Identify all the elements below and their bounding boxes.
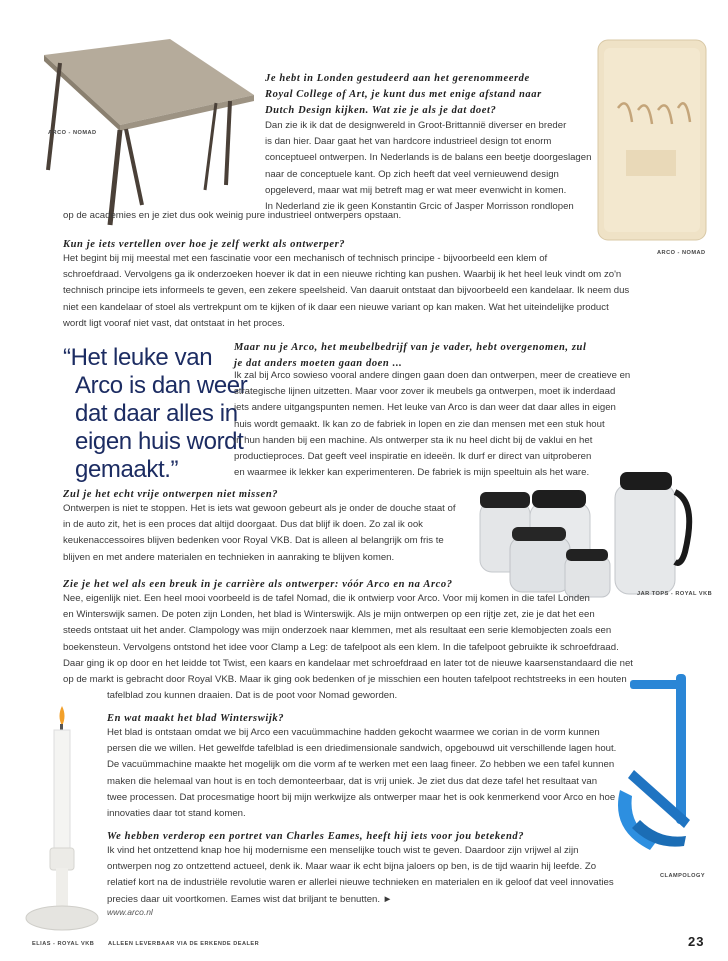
footer-note: ALLEEN LEVERBAAR VIA DE ERKENDE DEALER: [108, 941, 260, 947]
pull-quote: “Het leuke van Arco is dan weer dat daar alles in eigen huis wordt gemaakt.”: [63, 344, 248, 483]
answer-1-continued: op de academies en je ziet dus ook weinig pure industrieel ontwerpers opstaan.: [63, 210, 402, 221]
answer-7: Ik vind het ontzettend knap hoe hij modernisme een menselijke touch wist te geven. Daardoor zijn vrijwel al zijn ontwerpen nog zo ontzettend actueel, denk ik. Maar waar ik echt bijna jaloers op ben, is de tijd waarin hij leefde. Zo relatief kort na de industriële revolutie waren er allerlei nieuwe technieken en materialen en ik geloof dat veel innovaties precies daar uit voortkomen. Eames wist dat briljant te benutten. ►: [107, 845, 614, 905]
question-6: En wat maakt het blad Winterswijk?: [107, 713, 285, 724]
answer-5-continued: tafelblad zou kunnen draaien. Dat is de poot voor Nomad geworden.: [107, 690, 398, 701]
answer-1: Dan zie ik ik dat de designwereld in Groot-Brittannië diverser en breder is dan hier. Daar gaat het van hardcore industrieel design tot enorm conceptueel ontwerpen. In Nederlands is de balans een beetje doorgeslagen naar de conceptuele kant. Op zich heeft dat veel vernieuwend design opgeleverd, maar wat mij betreft mag er wat meer evenwicht in komen. In Nederland zie ik geen Konstantin Grcic of Jasper Morrisson rondlopen: [265, 120, 592, 213]
caption-board: ARCO - NOMAD: [657, 250, 706, 256]
question-3: Maar nu je Arco, het meubelbedrijf van je vader, hebt overgenomen, zul je dat anders moeten gaan doen ...: [234, 342, 587, 369]
answer-5: Nee, eigenlijk niet. Een heel mooi voorbeeld is de tafel Nomad, die ik ontwierp voor Arco. Voor mij komen in die tafel Londen en Winterswijk samen. De poten zijn Londen, het blad is Winterswijk. Als je mijn ontwerpen op een rijtje zet, zie je dat het een steeds ontstaat uit het ander. Clampology was mijn onderzoek naar klemmen, met als resultaat een serie klemobjecten zoals een boekensteun. Vervolgens ontstond het idee voor Clamp a Leg: de tafelpoot als een klem. In die tafelpoot gebruikte ik schroefdraad. Daar ging ik op door en het leidde tot Twist, een kaars en kandelaar met schroefdraad en later tot de nieuwe kaarsenstandaard die net op de markt is gebracht door Royal VKB. Maar ik ging ook bedenken of je misschien een houten tafelpoot rechtstreeks in een houten: [63, 593, 633, 686]
caption-table: ARCO - NOMAD: [48, 130, 97, 136]
caption-jars: JAR TOPS - ROYAL VKB: [637, 591, 713, 597]
question-2: Kun je iets vertellen over hoe je zelf werkt als ontwerper?: [63, 239, 346, 250]
answer-2: Het begint bij mij meestal met een fascinatie voor een mechanisch of technisch principe - bijvoorbeeld een klem of schroefdraad. Vervolgens ga ik onderzoeken hoever ik dat in een nieuwe richting kan pushen. Waarbij ik het heel leuk vindt om zo'n technisch principe iets informeels te geven, een zekere speelsheid. Van daaruit ontstaat dan bijvoorbeeld een kandelaar. Ik neem dus niet een kandelaar of stoel als vertrekpunt om te kijken of ik daar een nieuwe variant op kan maken. Wat het uiteindelijke product wordt ligt vooraf niet vast, dat ontstaat in het proces.: [63, 253, 630, 329]
nomad-board-image: [596, 38, 708, 243]
question-5: Zie je het wel als een breuk in je carrière als ontwerper: vóór Arco en na Arco?: [63, 579, 453, 590]
answer-4: Ontwerpen is niet te stoppen. Het is iets wat gewoon gebeurt als je onder de douche staat of in de auto zit, het is een proces dat altijd doorgaat. Dus dat blijf ik doen. Zo zal ik ook keukenaccessoires blijven bedenken voor Royal VKB. Dat is alleen al belangrijk om fris te blijven en met andere materialen en technieken in aanraking te blijven komen.: [63, 503, 456, 563]
website-link[interactable]: www.arco.nl: [107, 907, 153, 917]
caption-clamp: CLAMPOLOGY: [660, 873, 706, 879]
jar-tops-image: [470, 462, 700, 602]
caption-candle: ELIAS - ROYAL VKB: [32, 941, 95, 947]
question-7: We hebben verderop een portret van Charles Eames, heeft hij iets voor jou betekend?: [107, 831, 525, 842]
question-4: Zul je het echt vrije ontwerpen niet missen?: [63, 489, 279, 500]
answer-3: Ik zal bij Arco sowieso vooral andere dingen gaan doen dan ontwerpen, meer de creatieve en strategische lijnen uitzetten. Maar voor zover ik meubels ga ontwerpen, moet ik inderdaad iets andere uitgangspunten nemen. Het leuke van Arco is dan weer dat daar alles in eigen huis wordt gemaakt. Ik kan zo de fabriek in lopen en zie dan mensen met een stuk hout in hun handen bij een machine. Als ontwerper sta ik nu heel dicht bij de vaklui en het productieproces. Dat geeft veel inspiratie en ideeën. Ik durf er direct van uitproberen en waarmee ik lekker kan experimenteren. De fabriek is mijn speeltuin als het ware.: [234, 370, 631, 479]
answer-6: Het blad is ontstaan omdat we bij Arco een vacuümmachine hadden gekocht waarmee we corian in de vorm kunnen persen die we willen. Het gewelfde tafelblad is een driedimensionale sandwich, opgebouwd uit verschillende lagen hout. De vacuümmachine maakte het mogelijk om die vorm af te werken met een laag fineer. Zo hebben we een tafel kunnen maken die helemaal van hout is en toch demonteerbaar, dat is vrij uniek. Je ziet dus dat deze tafel het resultaat van twee processen. Dat procesmatige hoort bij mijn werkwijze als ontwerper maar het is ook kenmerkend voor Arco en hoe innovaties daar tot stand komen.: [107, 727, 617, 820]
clampology-image: [600, 670, 710, 880]
elias-candle-image: [22, 700, 102, 940]
page-number: 23: [688, 934, 705, 949]
question-1: Je hebt in Londen gestudeerd aan het gerenommeerde Royal College of Art, je kunt dus met enige afstand naar Dutch Design kijken. Wat zie je als je dat doet?: [265, 73, 542, 116]
